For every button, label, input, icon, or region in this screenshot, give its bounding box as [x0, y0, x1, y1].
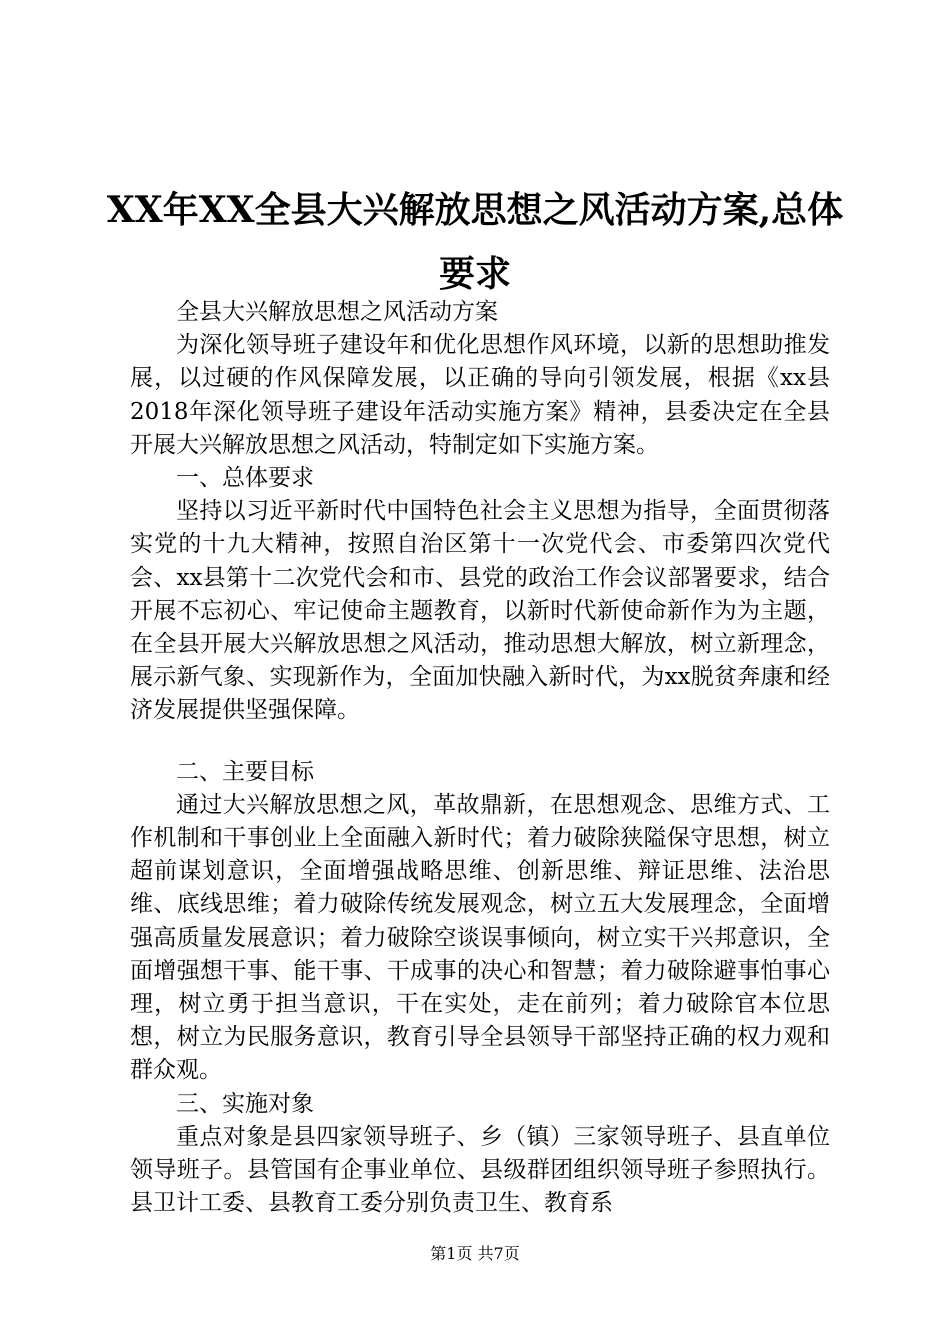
- overall-requirements-paragraph: 坚持以习近平新时代中国特色社会主义思想为指导，全面贯彻落实党的十九大精神，按照自治区第十一次党代会、市委第四次党代会、xx县第十二次党代会和市、县党的政治工作会议部署要求，结合开展不忘初心、牢记使命主题教育，以新时代新使命新作为为主题，在全县开展大兴解放思想之风活动，推动思想大解放，树立新理念，展示新气象、实现新作为，全面加快融入新时代，为xx脱贫奔康和经济发展提供坚强保障。: [130, 498, 830, 724]
- intro-paragraph: 为深化领导班子建设年和优化思想作风环境，以新的思想助推发展，以过硬的作风保障发展，以正确的导向引领发展，根据《xx县2018年深化领导班子建设年活动实施方案》精神，县委决定在全县开展大兴解放思想之风活动，特制定如下实施方案。: [130, 332, 830, 458]
- section-heading-overall-requirements: 一、总体要求: [176, 465, 314, 492]
- document-body: [130, 296, 830, 1220]
- targets-paragraph: 重点对象是县四家领导班子、乡（镇）三家领导班子、县直单位领导班子。县管国有企事业单位、县级群团组织领导班子参照执行。县卫计工委、县教育工委分别负责卫生、教育系: [130, 1123, 830, 1217]
- document-title: XX年XX全县大兴解放思想之风活动方案,总体要求: [106, 189, 844, 295]
- page-number-footer: 第1页 共7页: [430, 1244, 520, 1263]
- subtitle-paragraph: 全县大兴解放思想之风活动方案: [176, 299, 498, 325]
- main-goals-paragraph: 通过大兴解放思想之风，革故鼎新，在思想观念、思维方式、工作机制和干事创业上全面融入新时代；着力破除狭隘保守思想，树立超前谋划意识，全面增强战略思维、创新思维、辩证思维、法治思维、底线思维；着力破除传统发展观念，树立五大发展理念，全面增强高质量发展意识；着力破除空谈误事倾向，树立实干兴邦意识，全面增强想干事、能干事、干成事的决心和智慧；着力破除避事怕事心理，树立勇于担当意识，干在实处，走在前列；着力破除官本位思想，树立为民服务意识，教育引导全县领导干部坚持正确的权力观和群众观。: [130, 791, 830, 1084]
- section-heading-main-goals: 二、主要目标: [176, 758, 314, 785]
- section-heading-targets: 三、实施对象: [176, 1090, 314, 1117]
